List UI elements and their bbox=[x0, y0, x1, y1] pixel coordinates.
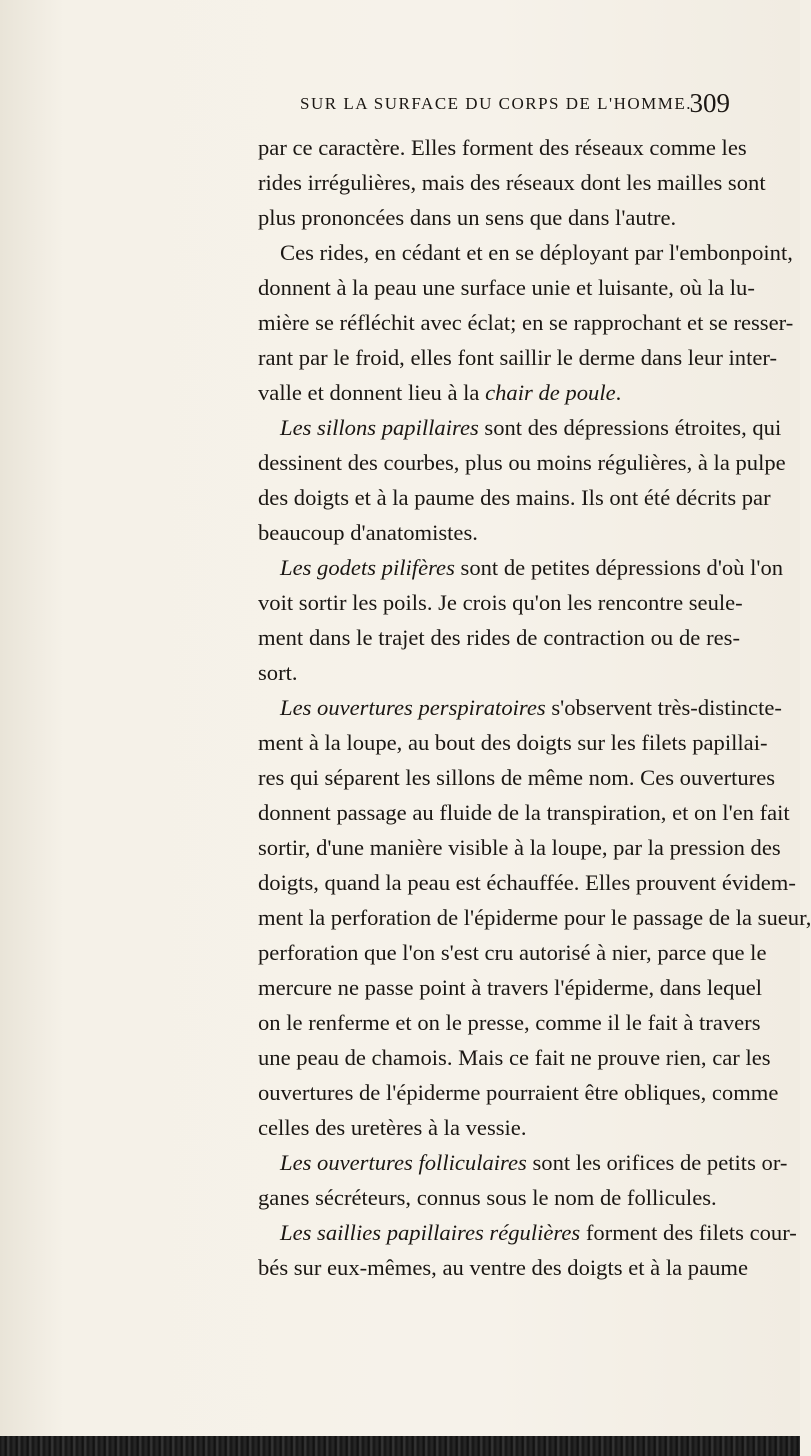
line-text: rant par le froid, elles font saillir le derme dans leur inter- bbox=[258, 345, 778, 370]
text-line bbox=[258, 270, 755, 305]
text-line bbox=[258, 130, 747, 165]
text-line bbox=[258, 410, 782, 445]
text-line bbox=[258, 1250, 749, 1285]
line-text: mercure ne passe point à travers l'épiderme, dans lequel bbox=[258, 975, 763, 1000]
text-line bbox=[258, 690, 782, 725]
text-line bbox=[258, 550, 784, 585]
line-text: ment à la loupe, au bout des doigts sur les filets papillai- bbox=[258, 730, 768, 755]
line-text: on le renferme et on le presse, comme il le fait à travers bbox=[258, 1010, 761, 1035]
line-text: ment dans le trajet des rides de contraction ou de res- bbox=[258, 625, 740, 650]
italic-term: Les ouvertures perspiratoires bbox=[280, 695, 546, 720]
line-text: dessinent des courbes, plus ou moins régulières, à la pulpe bbox=[258, 450, 786, 475]
text-line bbox=[258, 1215, 797, 1250]
line-text: perforation que l'on s'est cru autorisé à nier, parce que le bbox=[258, 940, 767, 965]
line-text: ouvertures de l'épiderme pourraient être obliques, comme bbox=[258, 1080, 779, 1105]
text-line bbox=[258, 795, 790, 830]
line-text: bés sur eux-mêmes, au ventre des doigts et à la paume bbox=[258, 1255, 749, 1280]
running-title: SUR LA SURFACE DU CORPS DE L'HOMME. bbox=[300, 94, 693, 113]
italic-term: Les sillons papillaires bbox=[280, 415, 479, 440]
text-line bbox=[258, 305, 794, 340]
line-text: mière se réfléchit avec éclat; en se rapprochant et se resser- bbox=[258, 310, 794, 335]
line-text: forment des filets cour- bbox=[580, 1220, 797, 1245]
text-line bbox=[258, 725, 768, 760]
text-line bbox=[258, 935, 767, 970]
line-text: rides irrégulières, mais des réseaux dont les mailles sont bbox=[258, 170, 766, 195]
line-text: sortir, d'une manière visible à la loupe, par la pression des bbox=[258, 835, 781, 860]
text-line bbox=[258, 200, 740, 235]
line-text: res qui séparent les sillons de même nom. Ces ouvertures bbox=[258, 765, 776, 790]
page-bottom-edge bbox=[0, 1436, 800, 1456]
line-text: donnent à la peau une surface unie et luisante, où la lu- bbox=[258, 275, 755, 300]
text-line bbox=[258, 1145, 788, 1180]
line-text: par ce caractère. Elles forment des réseaux comme les bbox=[258, 135, 747, 160]
text-line bbox=[258, 900, 811, 935]
line-text: des doigts et à la paume des mains. Ils ont été décrits par bbox=[258, 485, 771, 510]
italic-term: Les saillies papillaires régulières bbox=[280, 1220, 581, 1245]
line-text: doigts, quand la peau est échauffée. Elles prouvent évidem- bbox=[258, 870, 796, 895]
line-text: une peau de chamois. Mais ce fait ne prouve rien, car les bbox=[258, 1045, 771, 1070]
text-line bbox=[258, 235, 793, 270]
text-line bbox=[258, 375, 740, 410]
text-line bbox=[258, 340, 778, 375]
line-text: beaucoup d'anatomistes. bbox=[258, 520, 478, 545]
line-text: voit sortir les poils. Je crois qu'on les rencontre seule- bbox=[258, 590, 743, 615]
line-text: sont des dépressions étroites, qui bbox=[478, 415, 782, 440]
text-line bbox=[258, 1040, 771, 1075]
text-line bbox=[258, 830, 781, 865]
text-line bbox=[258, 515, 740, 550]
line-text: Ces rides, en cédant et en se déployant par l'embonpoint, bbox=[280, 240, 793, 265]
text-line bbox=[258, 970, 763, 1005]
italic-term: Les godets pilifères bbox=[280, 555, 455, 580]
text-line bbox=[258, 655, 740, 690]
line-text: sort. bbox=[258, 660, 298, 685]
text-line bbox=[258, 1005, 761, 1040]
line-text: . bbox=[615, 380, 622, 405]
text-line bbox=[258, 585, 743, 620]
italic-term: Les ouvertures folliculaires bbox=[280, 1150, 527, 1175]
line-text: ment la perforation de l'épiderme pour le passage de la sueur, bbox=[258, 905, 811, 930]
line-text: valle et donnent lieu à la bbox=[258, 380, 486, 405]
running-header bbox=[300, 88, 730, 122]
line-text: ganes sécréteurs, connus sous le nom de follicules. bbox=[258, 1185, 717, 1210]
line-text: donnent passage au fluide de la transpiration, et on l'en fait bbox=[258, 800, 790, 825]
text-line bbox=[258, 480, 771, 515]
line-text: sont les orifices de petits or- bbox=[526, 1150, 788, 1175]
text-line bbox=[258, 760, 776, 795]
body-text bbox=[258, 130, 811, 1285]
text-line bbox=[258, 1075, 779, 1110]
italic-term: chair de poule bbox=[485, 380, 616, 405]
line-text: celles des uretères à la vessie. bbox=[258, 1115, 527, 1140]
line-text: sont de petites dépressions d'où l'on bbox=[454, 555, 784, 580]
line-text: s'observent très-distincte- bbox=[545, 695, 782, 720]
text-line bbox=[258, 445, 786, 480]
text-line bbox=[258, 1110, 740, 1145]
text-line bbox=[258, 865, 796, 900]
text-line bbox=[258, 1180, 740, 1215]
line-text: plus prononcées dans un sens que dans l'autre. bbox=[258, 205, 677, 230]
text-line bbox=[258, 620, 740, 655]
text-line bbox=[258, 165, 766, 200]
page-number: 309 bbox=[689, 88, 730, 118]
